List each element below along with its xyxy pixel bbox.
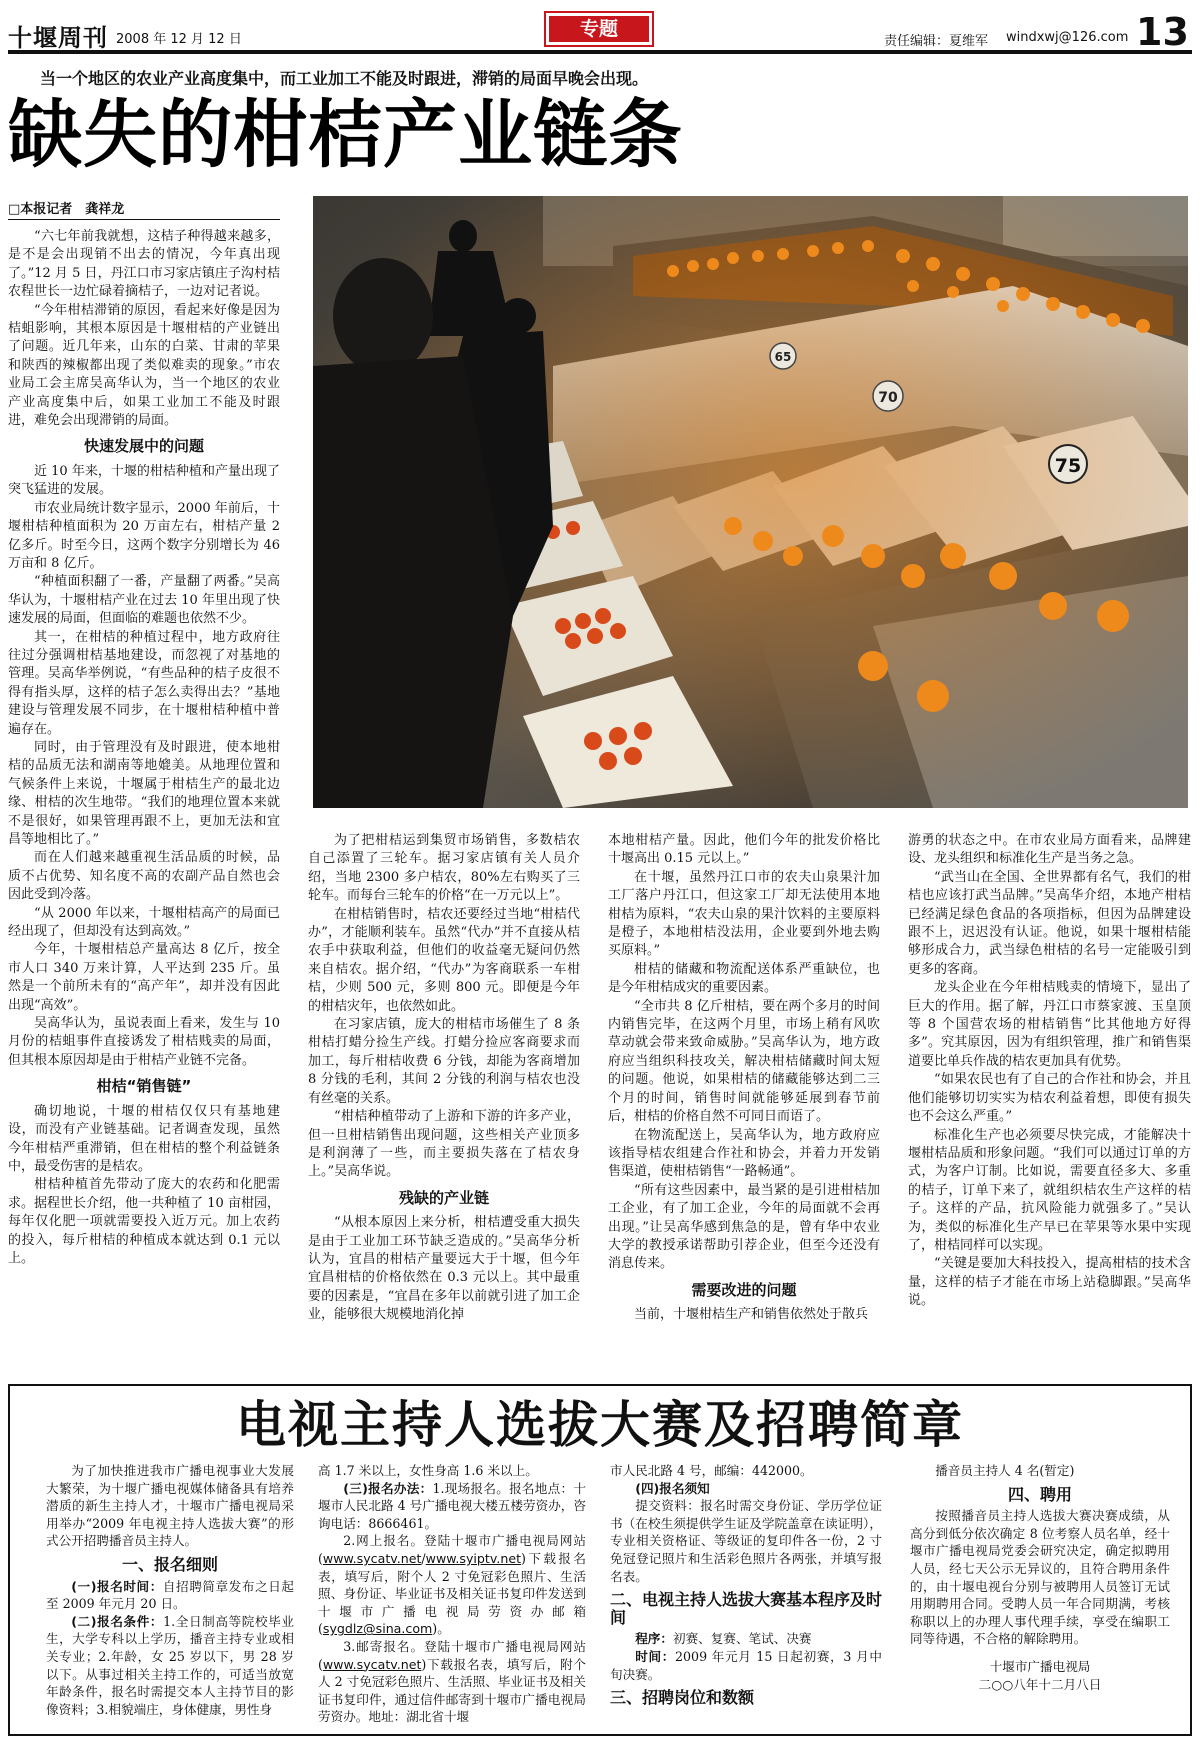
ad-column-1: [46, 1462, 294, 1728]
paragraph: “种植面积翻了一番，产量翻了两番。”吴高华认为，十堰柑桔产业在过去 10 年里出现了快速发展的局面，但面临的难题也依然不少。: [8, 574, 280, 627]
paragraph: 在物流配送上，吴高华认为，地方政府应该指导桔农组建合作社和协会，并着力开发销售渠道，使柑桔销售“一路畅通”。: [608, 1127, 880, 1180]
ad-paragraph: 高 1.7 米以上，女性身高 1.6 米以上。: [318, 1463, 538, 1478]
subheading: 柑桔“销售链”: [96, 1077, 192, 1096]
ad-text: )下载报名表，填写后，附个人 2 寸免冠彩色照片、生活照、毕业证书及相关证书复印件，通过信件邮寄到十堰市广播电视局劳资办。地址：湖北省十堰: [318, 1656, 586, 1725]
bin-number: 70: [878, 390, 898, 406]
ad-text: 初赛、复赛、笔试、决赛: [672, 1631, 812, 1647]
paragraph: 为了把柑桔运到集贸市场销售，多数桔农自己添置了三轮车。据习家店镇有关人员介绍，当地 2300 多户桔农，80%左右购买了三轮车。而每台三轮车的价格“在一万元以上”。: [308, 833, 580, 904]
masthead: [8, 8, 1192, 54]
ad-paragraph: 按照播音员主持人选拔大赛决赛成绩，从高分到低分依次确定 8 位考察人员名单，经十堰市广播电视局党委会研究决定，确定拟聘用人员，经七天公示无异议的，且符合聘用条件的，由十堰电视台分别与被聘用人员签订无试用期聘用合同。受聘人员一年合同期满，考核称职以上的办理人事代理手续，享受在编职工同等待遇，不合格的解除聘用。: [910, 1508, 1170, 1647]
article-kicker: 当一个地区的农业产业高度集中，而工业加工不能及时跟进，滞销的局面早晚会出现。: [40, 69, 649, 88]
paragraph: 确切地说，十堰的柑桔仅仅只有基地建设，而没有产业链基础。记者调查发现，虽然今年柑桔严重滞销，但在柑桔的整个利益链条中，最受伤害的是桔农。: [8, 1103, 280, 1174]
ad-label: 程序：: [635, 1631, 673, 1647]
paper-name: 十堰周刊: [8, 24, 108, 52]
paragraph: 标准化生产也必须要尽快完成，才能解决十堰柑桔品质和形象问题。“我们可以通过订单的方式，为客户订制。比如说，需要直径多大、多重的桔子，订单下来了，就组织桔农生产这样的桔子。这样的产品，抗风险能力就强多了。”吴认为，类似的标准化生产早已在苹果等水果中实现了，柑桔同样可以实现。: [908, 1127, 1191, 1253]
website-link[interactable]: www.sycatv.net: [322, 1656, 422, 1672]
ad-column-4: [910, 1462, 1170, 1728]
byline-box: [8, 198, 280, 220]
paragraph: “关键是要加大科技投入，提高柑桔的技术含量，这样的桔子才能在市场上站稳脚跟。”吴高华说。: [908, 1256, 1191, 1309]
ad-signature-date: 二○○八年十二月八日: [978, 1676, 1102, 1692]
article-column-2: [308, 832, 580, 1374]
ad-label: (一)报名时间：: [71, 1578, 163, 1594]
ad-text: 3.邮寄报名。登陆十堰市广播电视局网站(: [318, 1638, 586, 1672]
paragraph: 龙头企业在今年柑桔贱卖的情境下，显出了巨大的作用。据了解，丹江口市蔡家渡、玉皇顶等 8 个国营农场的柑桔销售“比其他地方好得多”。究其原因，因为有组织管理，推广和销售渠道要比单兵作战的桔农更加具有优势。: [908, 980, 1191, 1069]
paragraph: “今年柑桔滞销的原因，看起来好像是因为桔蛆影响，其根本原因是十堰柑桔的产业链出了问题。近几年来，山东的白菜、甘肃的苹果和陕西的辣椒都出现了类似难卖的现象。”市农业局工会主席吴高华认为，当一个地区的农业产业高度集中后，如果工业加工不能及时跟进，难免会出现滞销的局面。: [8, 302, 280, 429]
ad-paragraph: 播音员主持人 4 名(暂定): [935, 1463, 1075, 1478]
paragraph: 今年，十堰柑桔总产量高达 8 亿斤，按全市人口 340 万来计算，人平达到 235 斤。虽然是一个前所未有的“高产年”，却并没有因此出现“高效”。: [8, 942, 280, 1013]
ad-text: )。: [432, 1621, 450, 1637]
paragraph: 而在人们越来越重视生活品质的时候，品质不占优势、知名度不高的农副产品自然也会因此受到冷落。: [8, 850, 280, 903]
ad-heading: 四、聘用: [1007, 1484, 1072, 1504]
recruitment-ad: [8, 1384, 1192, 1736]
ad-label: (四)报名须知: [635, 1480, 710, 1496]
ad-paragraph: 市人民北路 4 号，邮编：442000。: [610, 1463, 813, 1478]
ad-text: 自招聘简章发布之日起至 2009 年元月 20 日。: [46, 1578, 294, 1612]
ad-label: (二)报名条件：: [71, 1613, 164, 1629]
paragraph: 在习家店镇，庞大的柑桔市场催生了 8 条柑桔打蜡分捡生产线。打蜡分捡应客商要求而加工，每斤柑桔收费 6 分钱，却能为客商增加 8 分钱的毛利，其间 2 分钱的利润与桔农也没有丝毫的关系。: [308, 1017, 580, 1106]
paragraph: 柑桔的储藏和物流配送体系严重缺位，也是今年柑桔成灾的重要因素。: [608, 961, 880, 996]
ad-heading: 二、电视主持人选拔大赛基本程序及时间: [610, 1590, 882, 1627]
issue-date: 2008 年 12 月 12 日: [116, 32, 242, 47]
article-column-1: [8, 228, 280, 1374]
paragraph: 游勇的状态之中。在市农业局方面看来，品牌建设、龙头组织和标准化生产是当务之急。: [908, 833, 1191, 867]
subheading: 快速发展中的问题: [83, 437, 204, 456]
ad-paragraph: 提交资料：报名时需交身份证、学历学位证书（在校生须提供学生证及学院盖章在读证明），专业相关资格证、等级证的复印件各一份，2 寸免冠登记照片和生活彩色照片各两张，并填写报名表。: [610, 1498, 882, 1584]
ad-column-3: [610, 1462, 882, 1728]
editor-email: windxwj@126.com: [1006, 30, 1129, 45]
article-column-3: [608, 832, 880, 1374]
article-column-4: [908, 832, 1191, 1374]
ad-label: 时间：: [635, 1648, 676, 1664]
paragraph: 市农业局统计数字显示，2000 年前后，十堰柑桔种植面积为 20 万亩左右，柑桔产量 2 亿多斤。时至今日，这两个数字分别增长为 46 万亩和 8 亿斤。: [8, 500, 280, 571]
email-link[interactable]: sygdlz@sina.com: [322, 1621, 433, 1637]
paragraph: “所有这些因素中，最当紧的是引进柑桔加工企业，有了加工企业，今年的局面就不会再出现。”让吴高华感到焦急的是，曾有华中农业大学的教授承诺帮助引荐企业，但至今还没有消息传来。: [608, 1182, 880, 1272]
paragraph: 本地柑桔产量。因此，他们今年的批发价格比十堰高出 0.15 元以上。”: [608, 833, 880, 867]
paragraph: “柑桔种植带动了上游和下游的许多产业，但一旦柑桔销售出现问题，这些相关产业顶多是利润薄了一些，而主要损失落在了桔农身上。”吴高华说。: [308, 1109, 580, 1180]
ad-text: 1.现场报名。报名地点：十堰市人民北路 4 号广播电视大楼五楼劳资办，咨询电话：8666461。: [318, 1480, 586, 1531]
ad-text: )下载报名表，填写后，附个人 2 寸免冠彩色照片、生活照、身份证、毕业证书及相关证书复印件发送到十堰市广播电视局劳资办邮箱(: [318, 1550, 586, 1637]
website-link[interactable]: www.sycatv.net: [322, 1550, 422, 1566]
ad-text: 2.网上报名。登陆十堰市广播电视局网站(: [318, 1533, 586, 1566]
section-label: 专题: [549, 16, 649, 42]
editor-credit: 责任编辑：夏维军: [884, 34, 989, 49]
paragraph: “从 2000 年以来，十堰柑桔高产的局面已经出现了，但却没有达到高效。”: [8, 905, 280, 940]
paragraph: 在十堰，虽然丹江口市的农夫山泉果汁加工厂落户丹江口，但这家工厂却无法使用本地柑桔为原料，“农夫山泉的果汁饮料的主要原料是橙子，本地柑桔没法用，企业要到外地去购买原料。”: [608, 869, 880, 959]
paragraph: 柑桔种植首先带动了庞大的农药和化肥需求。据程世长介绍，他一共种植了 10 亩柑园，每年仅化肥一项就需要投入近万元。加上农药的投入，每斤柑桔的种植成本就达到 0.1 元以上。: [8, 1177, 280, 1266]
ad-label: (三)报名办法：: [343, 1480, 433, 1496]
paragraph: 当前，十堰柑桔生产和销售依然处于散兵: [634, 1307, 869, 1323]
paragraph: 在柑桔销售时，桔农还要经过当地“柑桔代办”，才能顺利装车。虽然“代办”并不直接从桔农手中获取利益，但他们的收益毫无疑问仍然来自桔农。据介绍，“代办”为客商联系一车柑桔，少则 500 元，多则 800 元。即便是今年的柑桔灾年，也依然如此。: [308, 906, 580, 1014]
paragraph: 同时，由于管理没有及时跟进，使本地柑桔的品质无法和湖南等地媲美。从地理位置和气候条件上来说，十堰属于柑桔生产的最北边缘、柑桔的次生地带。“我们的地理位置本来就不是很好，如果管理再跟不上，更加无法和宜昌等地相比了。”: [8, 739, 280, 847]
subheading: 残缺的产业链: [398, 1188, 489, 1207]
ad-title: 电视主持人选拔大赛及招聘简章: [236, 1396, 964, 1454]
page-number: 13: [1136, 10, 1189, 54]
article-byline: □本报记者 龚祥龙: [8, 202, 125, 217]
paragraph: “如果农民也有了自己的合作社和协会，并且他们能够切切实实为桔农利益着想，即使有损失也不会这么严重。”: [908, 1072, 1191, 1125]
paragraph: 其一，在柑桔的种植过程中，地方政府往往过分强调柑桔基地建设，而忽视了对基地的管理。吴高华举例说，“有些品种的桔子皮很不得有指头厚，这样的桔子怎么卖得出去？”基地建设与管理发展不同步，在十堰柑桔种植中普遍存在。: [8, 629, 280, 737]
subheading: 需要改进的问题: [691, 1280, 797, 1299]
ad-text: /: [421, 1550, 426, 1566]
article-headline: 缺失的柑桔产业链条: [8, 92, 683, 178]
ad-text: 2009 年元月 15 日起初赛，3 月中旬决赛。: [610, 1648, 882, 1682]
ad-text: 1.全日制高等院校毕业生，大学专科以上学历，播音主持专业或相关专业；2.年龄，女 25 岁以下，男 28 岁以下。从事过相关主持工作的，可适当放宽年龄条件，报名时需提交本人主持节目的影像资料；3.相貌端庄，身体健康，男性身: [46, 1613, 294, 1717]
ad-signature-org: 十堰市广播电视局: [989, 1658, 1091, 1674]
orange-sorting-line-photo: [313, 196, 1188, 808]
paragraph: 吴高华认为，虽说表面上看来，发生与 10 月份的桔蛆事件直接诱发了柑桔贱卖的局面，但其根本原因却是由于柑桔产业链不完备。: [8, 1016, 280, 1068]
paragraph: “全市共 8 亿斤柑桔，要在两个多月的时间内销售完毕，在这两个月里，市场上稍有风吹草动就会带来致命威胁。”吴高华认为，地方政府应当组织科技攻关，解决柑桔储藏时间太短的问题。他说，如果柑桔的储藏能够达到二三个月的时间，销售时间就能够延展到春节前后，柑桔的价格自然不可同日而语了。: [608, 998, 880, 1125]
website-link[interactable]: www.syiptv.net: [425, 1550, 522, 1566]
bin-number: 75: [1054, 455, 1082, 477]
bin-number: 65: [774, 350, 792, 364]
paragraph: “从根本原因上来分析，柑桔遭受重大损失是由于工业加工环节缺乏造成的。”吴高华分析认为，宜昌的柑桔产量要远大于十堰，但今年宜昌柑桔的价格依然在 0.3 元以上。其中最重要的因素是，“宜昌在多年以前就引进了加工企业，能够很大规模地消化掉: [308, 1215, 580, 1323]
ad-heading: 三、招聘岗位和数额: [610, 1688, 755, 1708]
paragraph: “武当山在全国、全世界都有名气，我们的柑桔也应该打武当品牌。”吴高华介绍，本地产柑桔已经满足绿色食品的各项指标，但因为品牌建设跟不上，迟迟没有认证。他说，如果十堰柑桔能够形成合力，武当绿色柑桔的名号一定能吸引到更多的客商。: [908, 869, 1191, 977]
ad-heading: 一、报名细则: [121, 1554, 218, 1574]
ad-paragraph: 为了加快推进我市广播电视事业大发展大繁荣，为十堰广播电视媒体储备具有培养潜质的新生主持人才，十堰市广播电视局采用举办“2009 年电视主持人选拔大赛”的形式公开招聘播音员主持人。: [46, 1463, 294, 1549]
ad-column-2: [318, 1462, 586, 1728]
paragraph: 近 10 年来，十堰的柑桔种植和产量出现了突飞猛进的发展。: [8, 463, 280, 498]
section-badge: [544, 11, 654, 47]
paragraph: “六七年前我就想，这桔子种得越来越多，是不是会出现销不出去的情况，今年真出现了。”12 月 5 日，丹江口市习家店镇庄子沟村桔农程世长一边忙碌着摘桔子，一边对记者说。: [8, 229, 280, 300]
